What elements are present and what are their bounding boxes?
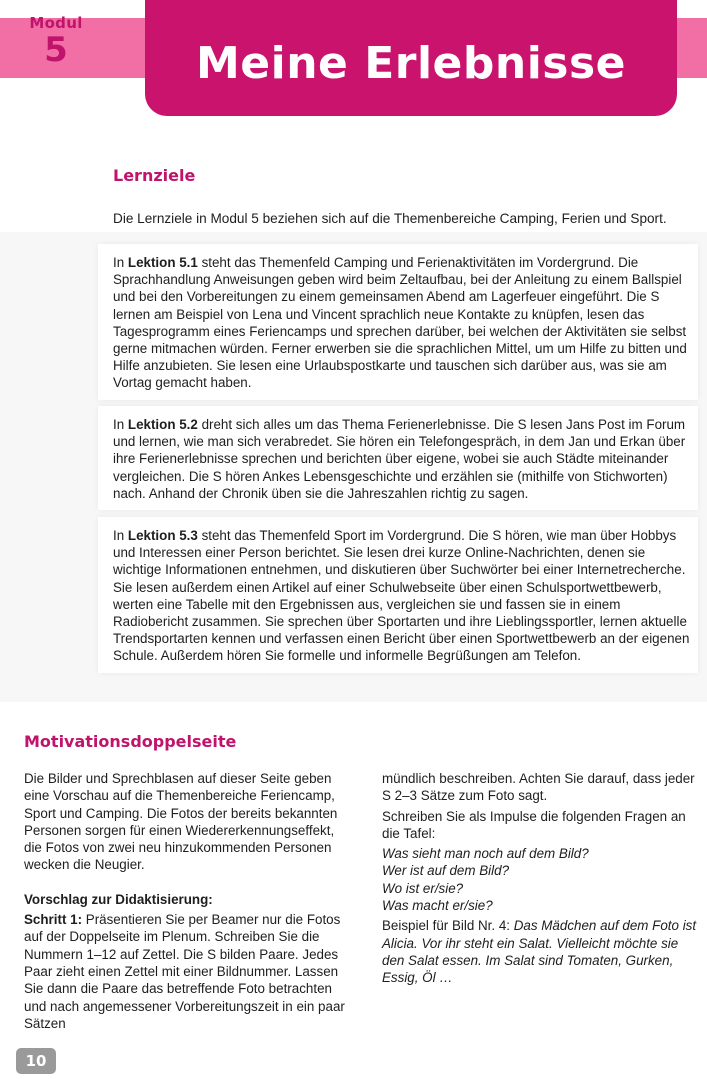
lesson-text bbox=[113, 416, 691, 502]
lesson-pre: In bbox=[113, 255, 128, 270]
example-text bbox=[382, 917, 700, 986]
module-number: 5 bbox=[44, 30, 68, 70]
schritt-label: Schritt 1: bbox=[24, 912, 83, 928]
lesson-body: dreht sich alles um das Thema Ferienerlebnisse. Die S lesen Jans Post im Forum und lernen, wie man sich verabredet. Sie hören ein Telefongespräch, in dem Jan und Erkan über ihre Ferienerlebnisse sprechen und berichten über eigene, wobei sie auch Städte miteinander vergleichen. Die S hören Ankes Lebensgeschichte und erzählen sie (mithilfe von Stichworten) nach. Anhand der Chronik üben sie die Jahreszahlen richtig zu sagen. bbox=[113, 417, 686, 501]
example-label: Beispiel für Bild Nr. 4: bbox=[382, 918, 514, 934]
question-item: Was sieht man noch auf dem Bild? bbox=[382, 846, 589, 862]
lesson-box-5-3 bbox=[98, 517, 698, 673]
module-tag bbox=[18, 14, 94, 68]
question-item: Wer ist auf dem Bild? bbox=[382, 863, 510, 879]
page-number: 10 bbox=[16, 1048, 56, 1074]
question-item: Was macht er/sie? bbox=[382, 898, 493, 914]
motivation-heading: Motivationsdoppelseite bbox=[24, 732, 237, 751]
page-title: Meine Erlebnisse bbox=[196, 38, 626, 89]
lesson-box-5-2 bbox=[98, 406, 698, 510]
schritt-text: Präsentieren Sie per Beamer nur die Fotos auf der Doppelseite im Plenum. Schreiben Sie die Nummern 1–12 auf Zettel. Die S bilden Paare. Jedes Paar zieht einen Zettel mit einer Bildnummer. Lassen Sie dann die Paare das betreffende Foto betrachten und nach angemessener Vorbereitungszeit in ein paar Sätzen bbox=[24, 912, 345, 1031]
lesson-body: steht das Themenfeld Camping und Ferienaktivitäten im Vordergrund. Die Sprachhandlung Anweisungen geben wird beim Zeltaufbau, bei der Anleitung zu einem Ballspiel und bei den Vorbereitungen zu einem gemeinsamen Abend am Lagerfeuer eingeführt. Die S lernen am Beispiel von Lena und Vincent sprachlich neue Kontakte zu knüpfen, lesen das Tagesprogramm eines Feriencamps und sprechen darüber, bei welchen der Aktivitäten sie selbst gerne mitmachen würden. Ferner erwerben sie die sprachlichen Mittel, um um Hilfe zu bitten und Hilfe anzubieten. Sie lesen eine Urlaubspostkarte und tauschen sich darüber aus, was sie am Vortag gemacht haben. bbox=[113, 255, 687, 391]
didaktik-heading: Vorschlag zur Didaktisierung: bbox=[24, 891, 213, 907]
module-word: Modul bbox=[29, 14, 83, 32]
title-plate bbox=[145, 0, 677, 116]
lesson-label: Lektion 5.1 bbox=[127, 255, 198, 270]
schritt-1 bbox=[24, 911, 352, 1032]
example-body: Das Mädchen auf dem Foto ist Alicia. Vor ihr steht ein Salat. Vielleicht möchte sie den Salat essen. Im Salat sind Tomaten, Gurken, Essig, Öl … bbox=[382, 918, 697, 986]
right-continuation: mündlich beschreiben. Achten Sie darauf, dass jeder S 2–3 Sätze zum Foto sagt. bbox=[382, 771, 695, 804]
lesson-body: steht das Themenfeld Sport im Vordergrund. Die S hören, wie man über Hobbys und Interessen einer Person berichtet. Sie lesen drei kurze Online-Nachrichten, denen sie wichtige Informationen entnehmen, und diskutieren über Suchwörter bei einer Internetrecherche. Sie lesen außerdem einen Artikel auf einer Schulwebseite über einen Schulsportwettbewerb, werten eine Tabelle mit den Ergebnissen aus, vergleichen sie und fassen sie in einem Radiobericht zusammen. Sie sprechen über Sportarten und ihre Lieblingssportler, lernen aktuelle Trendsportarten kennen und verfassen einen Bericht über einen Sportwettbewerb an der eigenen Schule. Außerdem hören Sie formelle und informelle Begrüßungen am Telefon. bbox=[113, 528, 690, 664]
lesson-text bbox=[113, 527, 691, 665]
lesson-pre: In bbox=[113, 528, 128, 543]
header-band-right bbox=[677, 18, 707, 78]
impulse-text: Schreiben Sie als Impulse die folgenden Fragen an die Tafel: bbox=[382, 808, 686, 841]
lernziele-intro: Die Lernziele in Modul 5 beziehen sich auf die Themenbereiche Camping, Ferien und Sport. bbox=[113, 211, 667, 226]
left-column bbox=[24, 770, 352, 1032]
lesson-text bbox=[113, 254, 691, 392]
right-column bbox=[382, 770, 700, 987]
lesson-label: Lektion 5.3 bbox=[127, 528, 198, 543]
lesson-box-5-1 bbox=[98, 244, 698, 400]
lesson-pre: In bbox=[113, 417, 128, 432]
lernziele-heading: Lernziele bbox=[113, 166, 196, 185]
lesson-label: Lektion 5.2 bbox=[127, 417, 198, 432]
question-item: Wo ist er/sie? bbox=[382, 880, 464, 896]
motivation-intro: Die Bilder und Sprechblasen auf dieser Seite geben eine Vorschau auf die Themenbereiche Feriencamp, Sport und Camping. Die Fotos der bereits bekannten Personen sorgen für einen Wiedererkennungseffekt, die Fotos von zwei neu hinzukommenden Personen wecken die Neugier. bbox=[24, 771, 338, 873]
